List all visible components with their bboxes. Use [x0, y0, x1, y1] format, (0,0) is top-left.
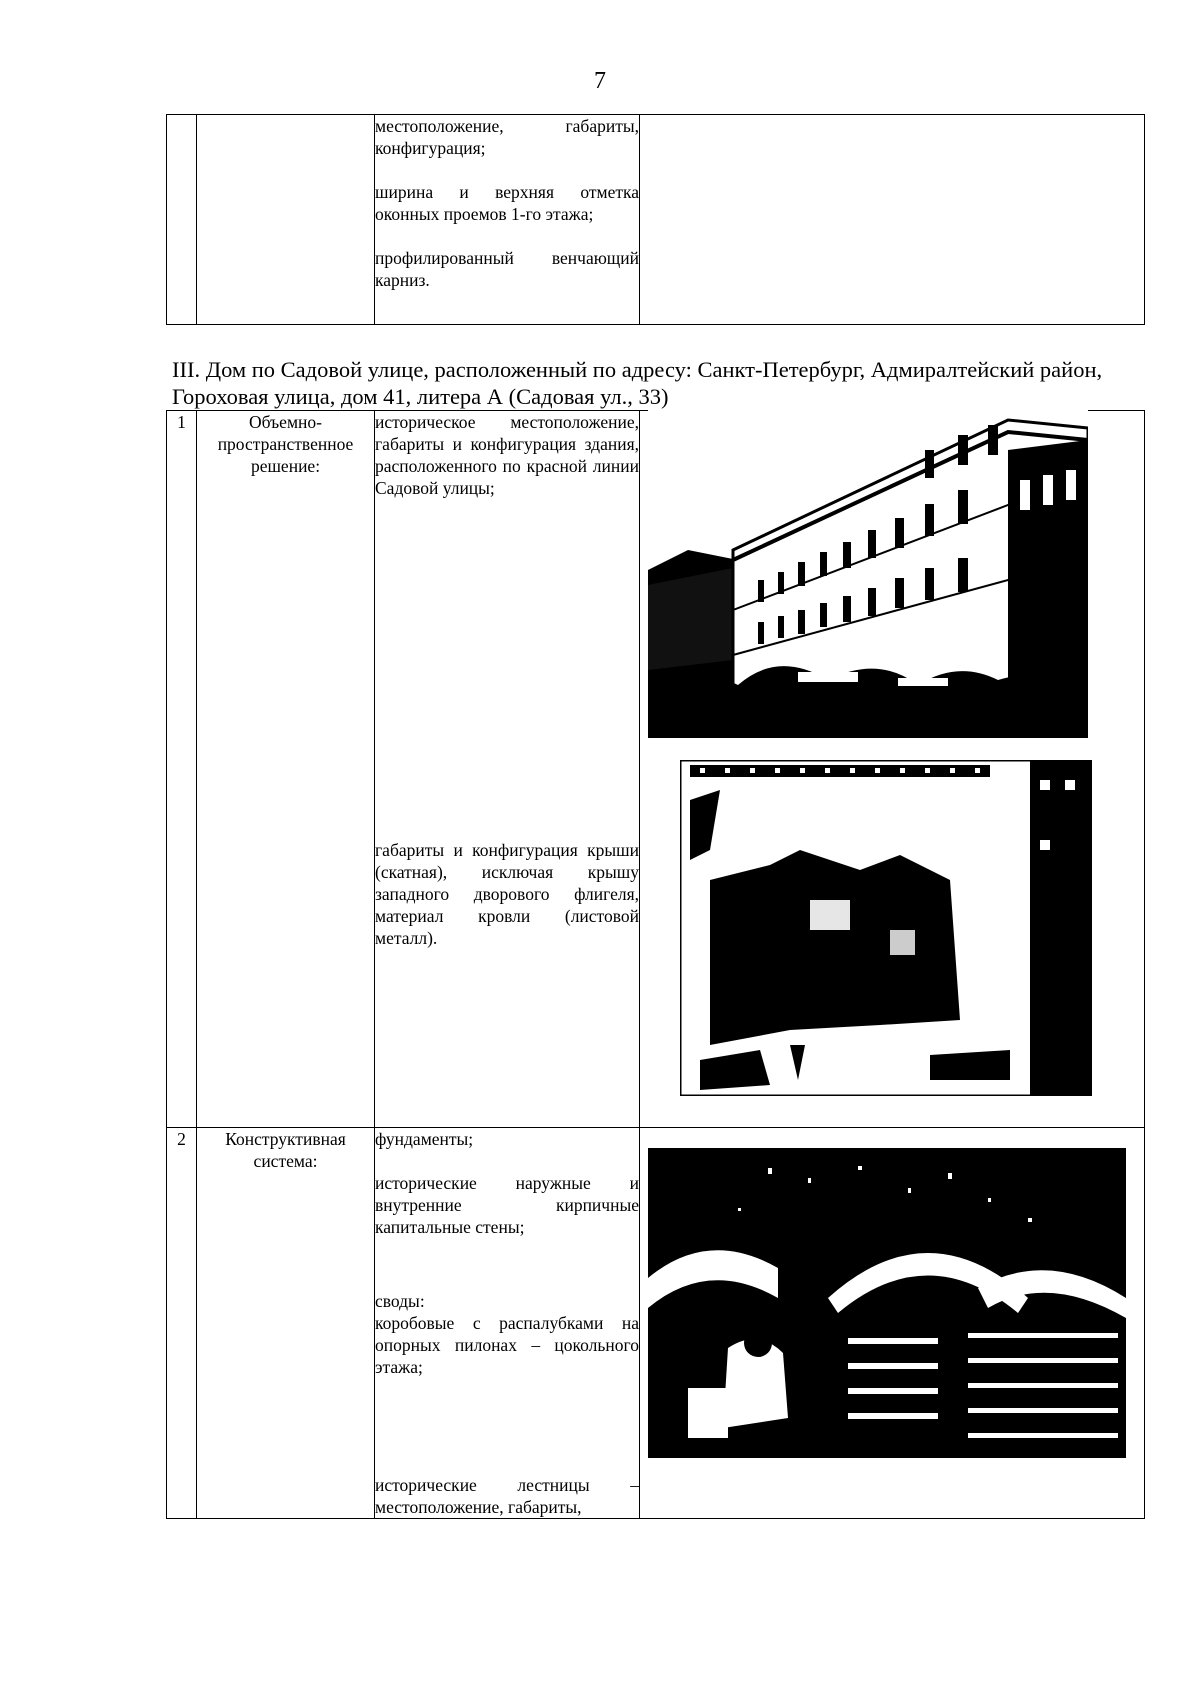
feature-text: исторические лестницы – местоположение, габариты,	[375, 1475, 639, 1517]
feature-text: местоположение, габариты, конфигурация;	[375, 116, 639, 158]
number-cell	[167, 115, 197, 325]
features-cell	[375, 115, 640, 325]
element-name-cell	[197, 115, 375, 325]
feature-text: профилированный венчающий карниз.	[375, 248, 639, 290]
element-name: Объемно-пространственное решение:	[197, 411, 375, 1128]
vaulted-basement-photo	[648, 1148, 1126, 1458]
street-facade-photo	[648, 410, 1088, 738]
feature-text: фундаменты;	[375, 1129, 474, 1149]
features-cell	[375, 1128, 640, 1519]
section-heading: III. Дом по Садовой улице, расположенный по адресу: Санкт-Петербург, Адмиралтейский район, Гороховая улица, дом 41, литера А (Садовая ул., 33)	[172, 357, 1103, 409]
feature-text: своды:	[375, 1291, 425, 1311]
feature-text: историческое местоположение, габариты и конфигурация здания, расположенного по красной линии Садовой улицы;	[375, 412, 639, 498]
features-cell	[375, 411, 640, 1128]
feature-text: ширина и верхняя отметка оконных проемов 1-го этажа;	[375, 182, 639, 224]
feature-text: коробовые с распалубками на опорных пилонах – цокольного этажа;	[375, 1313, 639, 1377]
feature-text: исторические наружные и внутренние кирпичные капитальные стены;	[375, 1173, 639, 1237]
roof-aerial-photo	[680, 760, 1092, 1096]
page-number: 7	[594, 68, 606, 94]
feature-text: габариты и конфигурация крыши (скатная), исключая крышу западного дворового флигеля, материал кровли (листовой металл).	[375, 840, 639, 948]
element-name: Конструктивная система:	[197, 1128, 375, 1519]
row-number: 1	[167, 411, 197, 1128]
row-number: 2	[167, 1128, 197, 1519]
continuation-table	[166, 114, 1145, 325]
photo-cell	[640, 115, 1145, 325]
